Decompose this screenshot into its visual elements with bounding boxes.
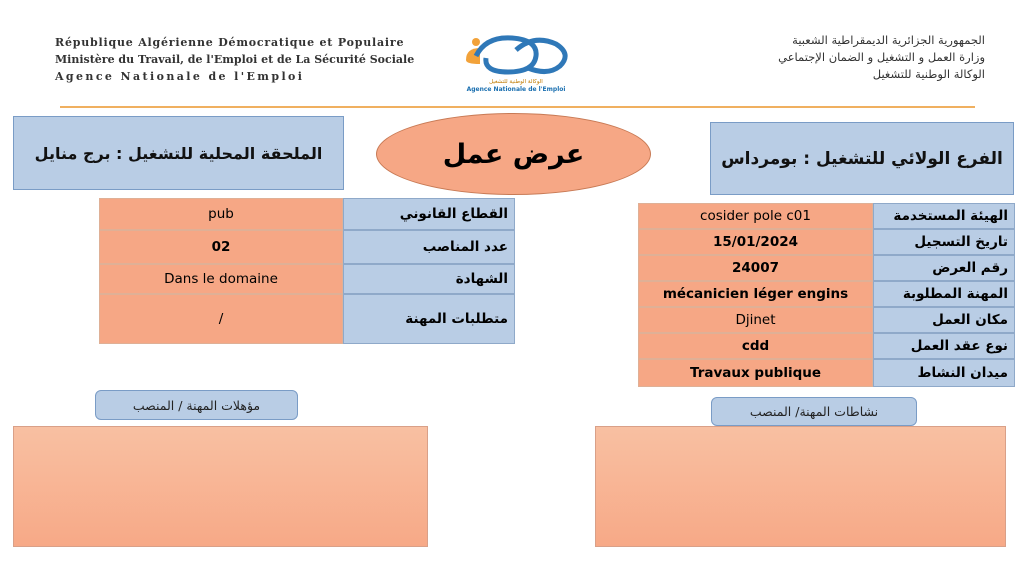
employer-label: الهيئة المستخدمة <box>873 203 1015 229</box>
work-location-value: Djinet <box>638 307 873 333</box>
table-row <box>638 359 1015 387</box>
header-french <box>55 34 425 85</box>
table-row <box>638 229 1015 255</box>
table-row <box>99 294 515 344</box>
required-job-value: mécanicien léger engins <box>638 281 873 307</box>
table-row <box>638 307 1015 333</box>
table-row <box>638 203 1015 229</box>
legal-sector-label: القطاع القانوني <box>343 198 515 230</box>
ministry-name-fr: Ministère du Travail, de l'Emploi et de La Sécurité Sociale <box>55 53 415 66</box>
qualifications-label-pill <box>95 390 298 420</box>
anem-logo <box>452 30 580 102</box>
job-offer-title <box>376 113 651 195</box>
contract-type-value: cdd <box>638 333 873 359</box>
diploma-label: الشهادة <box>343 264 515 294</box>
positions-count-value: 02 <box>99 230 343 264</box>
required-job-label: المهنة المطلوبة <box>873 281 1015 307</box>
job-requirements-label: متطلبات المهنة <box>343 294 515 344</box>
header-arabic <box>600 32 985 83</box>
activities-content-box <box>595 426 1006 547</box>
logo-french-text: Agence Nationale de l'Emploi <box>466 86 566 93</box>
republic-name-ar: الجمهورية الجزائرية الديمقراطية الشعبية <box>792 33 985 47</box>
activity-field-value: Travaux publique <box>638 359 873 387</box>
table-row <box>638 333 1015 359</box>
local-agency-box <box>13 116 344 190</box>
offer-number-value: 24007 <box>638 255 873 281</box>
republic-name-fr: République Algérienne Démocratique et Populaire <box>55 36 405 49</box>
table-row <box>99 230 515 264</box>
qualifications-label: مؤهلات المهنة / المنصب <box>132 397 261 413</box>
table-row <box>638 255 1015 281</box>
qualifications-content-box <box>13 426 428 547</box>
offer-number-label: رقم العرض <box>873 255 1015 281</box>
ministry-name-ar: وزارة العمل و التشغيل و الضمان الإجتماعي <box>778 50 985 64</box>
registration-date-label: تاريخ التسجيل <box>873 229 1015 255</box>
anem-logo-icon <box>456 30 576 78</box>
agency-name-ar: الوكالة الوطنية للتشغيل <box>872 67 985 81</box>
registration-date-value: 15/01/2024 <box>638 229 873 255</box>
table-row <box>638 281 1015 307</box>
legal-sector-value: pub <box>99 198 343 230</box>
job-offer-title-text: عرض عمل <box>442 138 585 170</box>
positions-count-label: عدد المناصب <box>343 230 515 264</box>
contract-type-label: نوع عقد العمل <box>873 333 1015 359</box>
activity-field-label: ميدان النشاط <box>873 359 1015 387</box>
wilaya-agency-label: الفرع الولائي للتشغيل : بومرداس <box>721 148 1003 169</box>
table-row <box>99 264 515 294</box>
right-info-table <box>638 203 1015 387</box>
activities-label: نشاطات المهنة/ المنصب <box>749 404 879 419</box>
table-row <box>99 198 515 230</box>
diploma-value: Dans le domaine <box>99 264 343 294</box>
local-agency-label: الملحقة المحلية للتشغيل : برج منايل <box>34 143 323 163</box>
work-location-label: مكان العمل <box>873 307 1015 333</box>
agency-name-fr: Agence Nationale de l'Emploi <box>55 70 305 83</box>
header-divider <box>60 106 975 108</box>
wilaya-agency-box <box>710 122 1014 195</box>
logo-arabic-text: الوكالة الوطنية للتشغيل <box>489 79 543 85</box>
left-info-table <box>99 198 515 344</box>
employer-value: cosider pole c01 <box>638 203 873 229</box>
activities-label-pill <box>711 397 917 426</box>
job-requirements-value: / <box>99 294 343 344</box>
